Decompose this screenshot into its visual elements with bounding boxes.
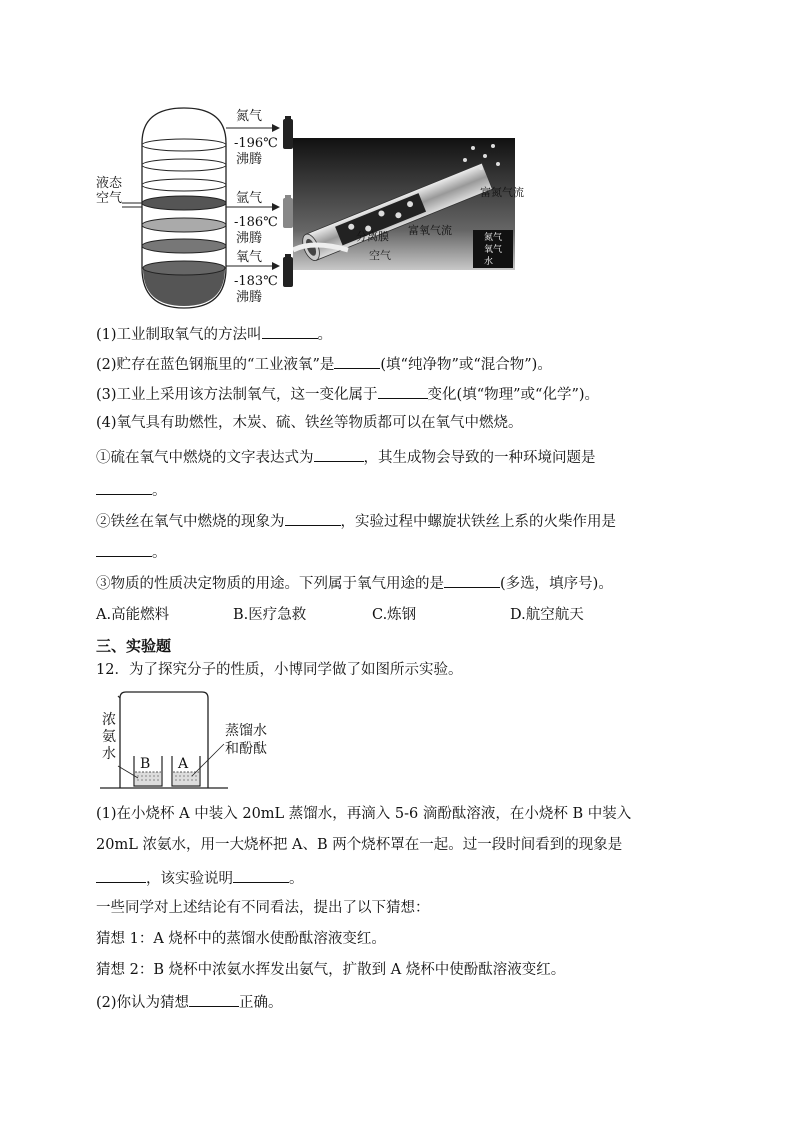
membrane-photo [293,138,515,270]
question-1 [96,324,332,344]
membrane-label: 分离膜 [356,230,389,243]
air-label: 空气 [369,249,391,262]
answer-blank[interactable] [96,542,152,557]
question-4-2-end: 。 [152,545,167,561]
option-d[interactable]: D.航空航天 [510,607,584,623]
question-4-1-end: 。 [152,483,167,499]
liquid-air-label-1: 液态 [96,176,123,191]
answer-blank[interactable] [314,447,364,462]
guesses-intro: 一些同学对上述结论有不同看法，提出了以下猜想： [96,900,430,916]
question-4-1-suffix: ，其生成物会导致的一种环境问题是 [363,450,596,466]
nitrogen-label: 氮气 [236,109,263,124]
ammonia-label-2: 氨 [102,729,116,745]
ammonia-label-3: 水 [102,746,116,762]
argon-state: 沸腾 [236,231,263,246]
question-2 [96,354,552,374]
oxygen-state: 沸腾 [236,290,263,305]
question-4 [96,414,523,432]
question-2-suffix: (填“纯净物”或“混合物”)。 [380,357,552,373]
question-4-1-cont [96,480,167,500]
question-4-3-suffix: (多选，填序号)。 [500,576,613,592]
rich-nitrogen-label: 富氮气流 [480,186,524,199]
ammonia-label-1: 浓 [102,712,116,728]
beaker-a-label: A [178,756,189,772]
option-b[interactable]: B.医疗急救 [233,607,307,623]
question-4-3 [96,573,613,593]
photo-legend-3: 水 [484,257,494,267]
answer-blank[interactable] [334,354,380,369]
question-1-suffix: 。 [317,327,333,343]
question-3-text: (3)工业上采用该方法制氧气，这一变化属于 [96,387,378,403]
experiment-text-line-2: 20mL 浓氨水，用一大烧杯把 A、B 两个烧杯罩在一起。过一段时间看到的现象是 [96,837,623,853]
liquid-air-label-2: 空气 [96,191,123,206]
question-4-2-cont [96,542,167,562]
section-heading: 三、实验题 [96,637,172,655]
answer-blank[interactable] [96,480,152,495]
option-c[interactable]: C.炼钢 [372,607,417,623]
oxygen-label: 氧气 [236,250,263,265]
guess-2: 猜想 2：B 烧杯中浓氨水挥发出氨气，扩散到 A 烧杯中使酚酞溶液变红。 [96,962,566,978]
question-12-2-suffix: 正确。 [239,995,283,1011]
question-4-1 [96,447,596,467]
experiment-text-mid: ，该实验说明 [146,871,233,887]
phenolphthalein-label: 和酚酞 [225,741,267,757]
argon-temp: -186℃ [234,215,278,230]
option-a[interactable]: A.高能燃料 [96,607,170,623]
photo-legend-1: 氮气 [484,233,503,243]
answer-blank[interactable] [233,868,289,883]
question-12-2-text: (2)你认为猜想 [96,995,190,1011]
distilled-water-label: 蒸馏水 [225,723,267,739]
beaker-b-label: B [140,756,151,772]
answer-blank[interactable] [189,992,239,1007]
answer-blank[interactable] [96,868,146,883]
photo-legend-2: 氧气 [484,245,503,255]
oxygen-temp: -183℃ [234,274,278,289]
question-4-2-suffix: ，实验过程中螺旋状铁丝上系的火柴作用是 [340,514,616,530]
question-4-2 [96,511,616,531]
question-2-text: (2)贮存在蓝色钢瓶里的“工业液氧”是 [96,357,335,373]
nitrogen-temp: -196℃ [234,136,278,151]
guess-1: 猜想 1：A 烧杯中的蒸馏水使酚酞溶液变红。 [96,931,386,947]
question-3 [96,384,599,404]
experiment-text-end: 。 [289,871,304,887]
question-4-3-text: ③物质的性质决定物质的用途。下列属于氧气用途的是 [96,576,444,592]
answer-blank[interactable] [285,511,341,526]
question-4-2-text: ②铁丝在氧气中燃烧的现象为 [96,514,285,530]
answer-blank[interactable] [378,384,428,399]
argon-label: 氩气 [236,191,263,206]
question-4-text: (4)氧气具有助燃性，木炭、硫、铁丝等物质都可以在氧气中燃烧。 [96,415,523,431]
experiment-text-line-3 [96,868,304,888]
question-4-1-text: ①硫在氧气中燃烧的文字表达式为 [96,450,314,466]
answer-blank[interactable] [444,573,500,588]
rich-oxygen-label: 富氧气流 [408,224,452,237]
answer-blank[interactable] [262,324,318,339]
experiment-text-line-1: (1)在小烧杯 A 中装入 20mL 蒸馏水，再滴入 5-6 滴酚酞溶液，在小烧杯 B 中装入 [96,806,632,822]
question-12-intro: 12．为了探究分子的性质，小博同学做了如图所示实验。 [96,662,463,678]
question-3-suffix: 变化(填“物理”或“化学”)。 [427,387,600,403]
nitrogen-state: 沸腾 [236,152,263,167]
question-12-2 [96,992,283,1012]
question-1-text: (1)工业制取氧气的方法叫 [96,327,262,343]
